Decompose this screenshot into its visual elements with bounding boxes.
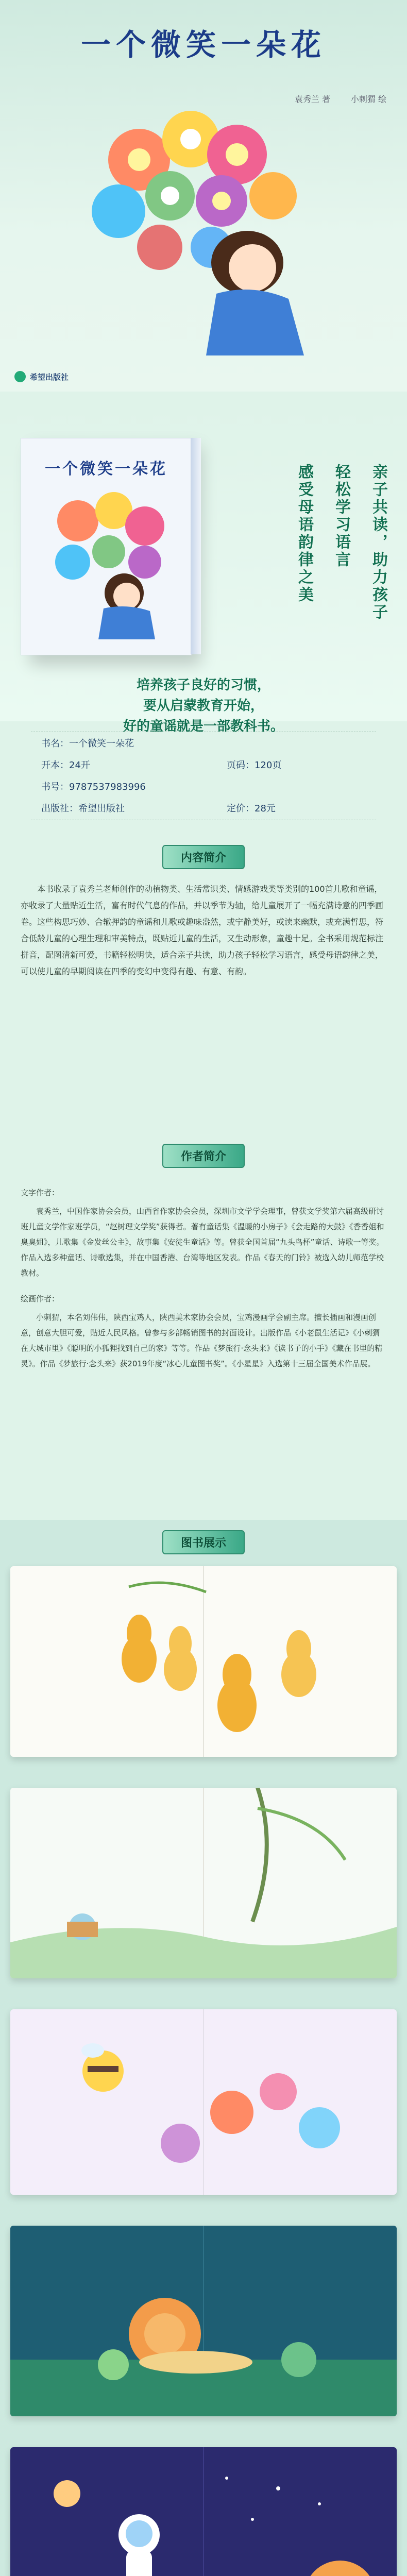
book-slogan-section	[0, 407, 407, 734]
book-cover-art	[37, 485, 176, 639]
spread-astronaut	[10, 2447, 397, 2576]
book-info-table	[31, 732, 376, 820]
slogan-line: 要从启蒙教育开始，	[143, 698, 264, 714]
showcase-heading: 图书展示	[0, 1530, 407, 1554]
spread-gourds-art	[10, 1566, 397, 1757]
book-mockup-title: 一个微笑一朵花	[45, 460, 167, 478]
slogan-vertical-3: 感受母语韵律之美	[295, 464, 313, 604]
girl-with-flowers-illustration	[62, 98, 350, 366]
pages-value: 120页	[255, 760, 282, 771]
info-row: 开本：24开 页码：120页	[31, 754, 376, 775]
writer-label: 文字作者：	[21, 1188, 60, 1197]
price-value: 28元	[255, 803, 276, 814]
info-row: 出版社：希望出版社 定价：28元	[31, 797, 376, 819]
illustrator-credit: 小刺猬 绘	[350, 94, 386, 104]
publisher-logo: 希望出版社	[14, 371, 69, 382]
isbn-value: 9787537983996	[69, 782, 146, 792]
spread-riverbank-art	[10, 1788, 397, 1978]
slogan-line: 好的童谣就是一部教科书。	[123, 719, 284, 734]
spread-snail	[10, 2226, 397, 2416]
slogan-line: 培养孩子良好的习惯，	[136, 677, 270, 693]
slogan-vertical-2: 轻松学习语言	[332, 464, 350, 569]
spread-snail-art	[10, 2226, 397, 2416]
publisher-value: 希望出版社	[78, 803, 125, 814]
cover-hero	[0, 0, 407, 392]
illustrator-label: 绘画作者：	[21, 1294, 60, 1303]
book-spine	[191, 438, 201, 654]
spread-riverbank	[10, 1788, 397, 1978]
illustrator-bio: 小刺猬，本名刘伟伟，陕西宝鸡人，陕西美术家协会会员，宝鸡漫画学会副主席。擅长插画和漫画创意，创意大胆可爱，贴近人民风格。曾参与多部畅销图书的封面设计。出版作品《小老鼠生活记》《小刺猬在大城市里》《聪明的小狐狸找到自己的家》等等。作品《梦旅行·念头来》《读书子的小手》《藏在书里的精灵》。作品《梦旅行·念头来》获2019年度“冰心儿童图书奖”。《小星星》入选第十三届全国美术作品展。	[21, 1313, 383, 1368]
vertical-slogans	[256, 464, 389, 649]
info-row: 书号：9787537983996	[41, 782, 146, 792]
slogan-vertical-1: 亲子共读，助力孩子	[369, 464, 387, 621]
author-intro-heading: 作者简介	[0, 1144, 407, 1168]
format-value: 24开	[69, 760, 90, 771]
author-intro	[21, 1185, 386, 1375]
author-credit: 袁秀兰 著	[294, 94, 330, 104]
book-name-value: 一个微笑一朵花	[69, 738, 134, 749]
spread-bee-flowers	[10, 2009, 397, 2195]
book-cover-mockup	[21, 438, 192, 655]
publisher-logo-icon	[14, 371, 26, 382]
girl-figure	[206, 231, 304, 355]
content-intro-heading: 内容简介	[0, 845, 407, 869]
spread-bee-art	[10, 2009, 397, 2195]
slogan-lines	[0, 675, 407, 737]
spread-gourds	[10, 1566, 397, 1757]
info-row: 书名：一个微笑一朵花	[31, 732, 376, 754]
writer-bio: 袁秀兰，中国作家协会会员，山西省作家协会会员，深圳市文学学会理事，曾获文学奖第六届高级研讨班儿童文学作家班学员，“赵树理文学奖”获得者。著有童话集《温暖的小房子》《会走路的大鼓》《香香姐和臭臭姐》，儿歌集《金发丝公主》，故事集《安徒生童话》等。曾获全国首届“九头鸟杯”童话、诗歌一等奖。作品入选多种童话、诗歌选集，并在中国香港、台湾等地区发表。作品《春天的门铃》被选入幼儿师范学校教材。	[21, 1207, 384, 1278]
cover-title: 一个微笑一朵花	[80, 27, 326, 62]
spread-astronaut-art	[10, 2447, 397, 2576]
content-intro-text: 本书收录了袁秀兰老师创作的动植物类、生活常识类、情感游戏类等类别的100首儿歌和童谣，亦收录了大量贴近生活，富有时代气息的作品，并以季节为轴，给儿童展开了一幅充满诗意的四季画卷。这些构思巧妙、合辙押韵的童谣和儿歌或趣味盎然，或宁静美好，或读来幽默，或充满哲思，符合低龄儿童的心理生理和审美特点，既贴近儿童的生活，又生动形象，童趣十足。全书采用规范标注拼音，配图清新可爱，书籍轻松明快，适合亲子共读，助力孩子轻松学习语言，感受母语韵律之美，可以使儿童的早期阅读在四季的变幻中变得有趣、有意、有韵。	[21, 884, 384, 976]
